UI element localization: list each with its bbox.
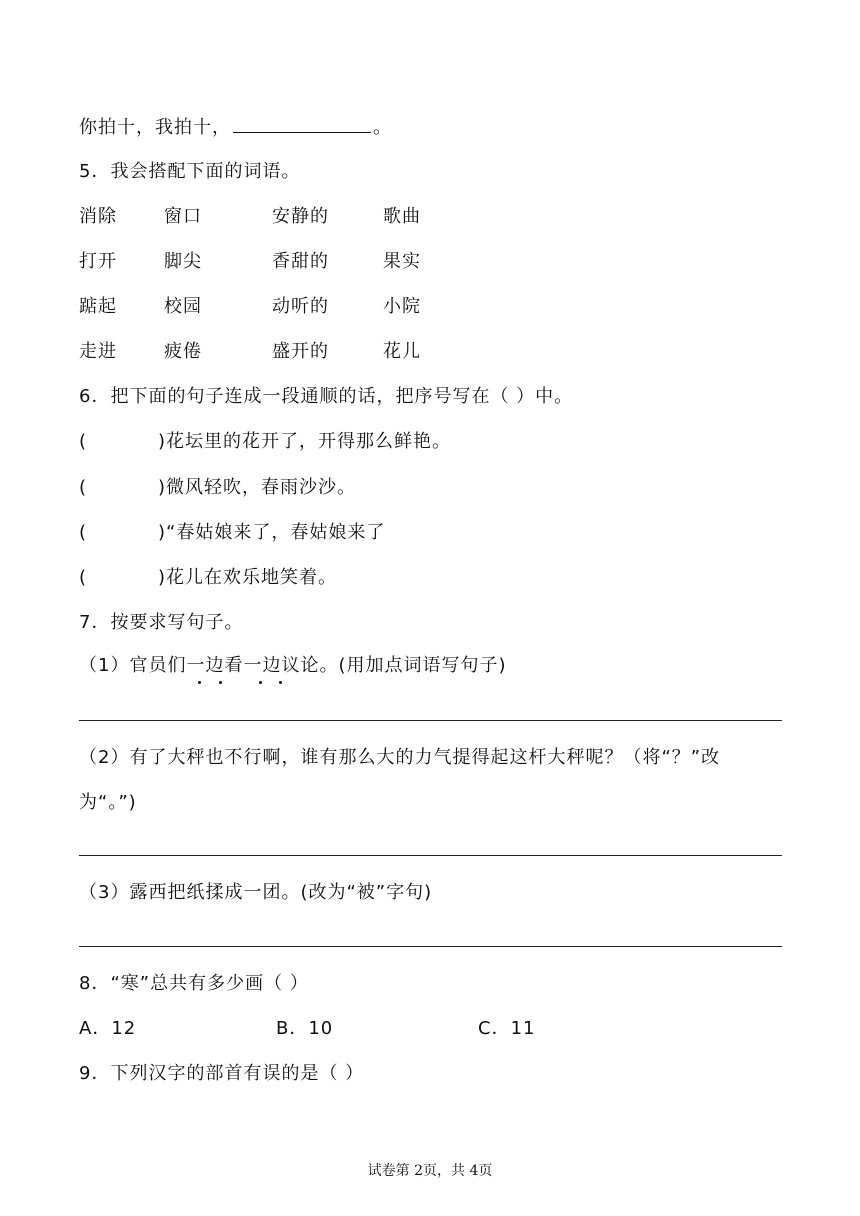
- q6-close-paren-1: ): [158, 431, 167, 452]
- q7-sentence-3: （3）露西把纸揉成一团。(改为“被”字句): [79, 882, 433, 903]
- q8-option-b[interactable]: B．10: [276, 1018, 334, 1039]
- q6-open-paren-1: (: [79, 431, 88, 452]
- verse-end: 。: [373, 117, 392, 138]
- q6-close-paren-3: ): [158, 522, 167, 543]
- q6-open-paren-3: (: [79, 522, 88, 543]
- answer-blank[interactable]: [233, 115, 371, 133]
- q5-word-2-2: 脚尖: [164, 251, 202, 272]
- emphasis-dot: [219, 681, 222, 684]
- q5-word-1-3: 安静的: [272, 206, 329, 227]
- emphasis-dot: [279, 681, 282, 684]
- q8-option-c[interactable]: C．11: [478, 1018, 536, 1039]
- q8-option-a[interactable]: A．12: [79, 1018, 137, 1039]
- q5-word-4-1: 走进: [79, 341, 117, 362]
- answer-line-3[interactable]: [79, 946, 782, 947]
- answer-line-1[interactable]: [79, 720, 782, 721]
- verse-line: [79, 115, 392, 140]
- q7-sentence-2-cont: 为“。”): [79, 792, 137, 813]
- q5-word-1-4: 歌曲: [383, 206, 421, 227]
- q7-sentence-1: （1）官员们一边看一边议论。(用加点词语写句子): [79, 655, 507, 676]
- answer-line-2[interactable]: [79, 855, 782, 856]
- q6-title: 6．把下面的句子连成一段通顺的话，把序号写在（ ）中。: [79, 386, 574, 407]
- q7-title: 7．按要求写句子。: [79, 612, 244, 633]
- q5-word-3-4: 小院: [383, 296, 421, 317]
- q5-word-3-1: 踮起: [79, 296, 117, 317]
- q6-sentence-1: 花坛里的花开了，开得那么鲜艳。: [166, 431, 451, 452]
- q6-close-paren-4: ): [158, 567, 167, 588]
- verse-text: 你拍十，我拍十，: [79, 117, 231, 138]
- q8-title: 8．“寒”总共有多少画（ ）: [79, 973, 309, 994]
- emphasis-dot: [198, 681, 201, 684]
- q5-word-3-2: 校园: [164, 296, 202, 317]
- q5-word-3-3: 动听的: [272, 296, 329, 317]
- q5-word-4-4: 花儿: [383, 341, 421, 362]
- q5-word-1-2: 窗口: [164, 206, 202, 227]
- q5-word-2-3: 香甜的: [272, 251, 329, 272]
- q5-word-1-1: 消除: [79, 206, 117, 227]
- q6-open-paren-4: (: [79, 567, 88, 588]
- q6-sentence-2: 微风轻吹，春雨沙沙。: [166, 477, 356, 498]
- q5-word-2-1: 打开: [79, 251, 117, 272]
- q5-word-4-2: 疲倦: [164, 341, 202, 362]
- q6-close-paren-2: ): [158, 477, 167, 498]
- q5-title: 5．我会搭配下面的词语。: [79, 161, 301, 182]
- q7-sentence-2: （2）有了大秤也不行啊，谁有那么大的力气提得起这杆大秤呢？（将“？”改: [79, 747, 721, 768]
- page-footer: 试卷第 2页，共 4页: [367, 1163, 493, 1179]
- q6-sentence-3: “春姑娘来了，春姑娘来了: [166, 522, 386, 543]
- q6-open-paren-2: (: [79, 477, 88, 498]
- emphasis-dot: [259, 681, 262, 684]
- q9-title: 9．下列汉字的部首有误的是（ ）: [79, 1063, 365, 1084]
- q5-word-2-4: 果实: [383, 251, 421, 272]
- q5-word-4-3: 盛开的: [272, 341, 329, 362]
- q6-sentence-4: 花儿在欢乐地笑着。: [166, 567, 337, 588]
